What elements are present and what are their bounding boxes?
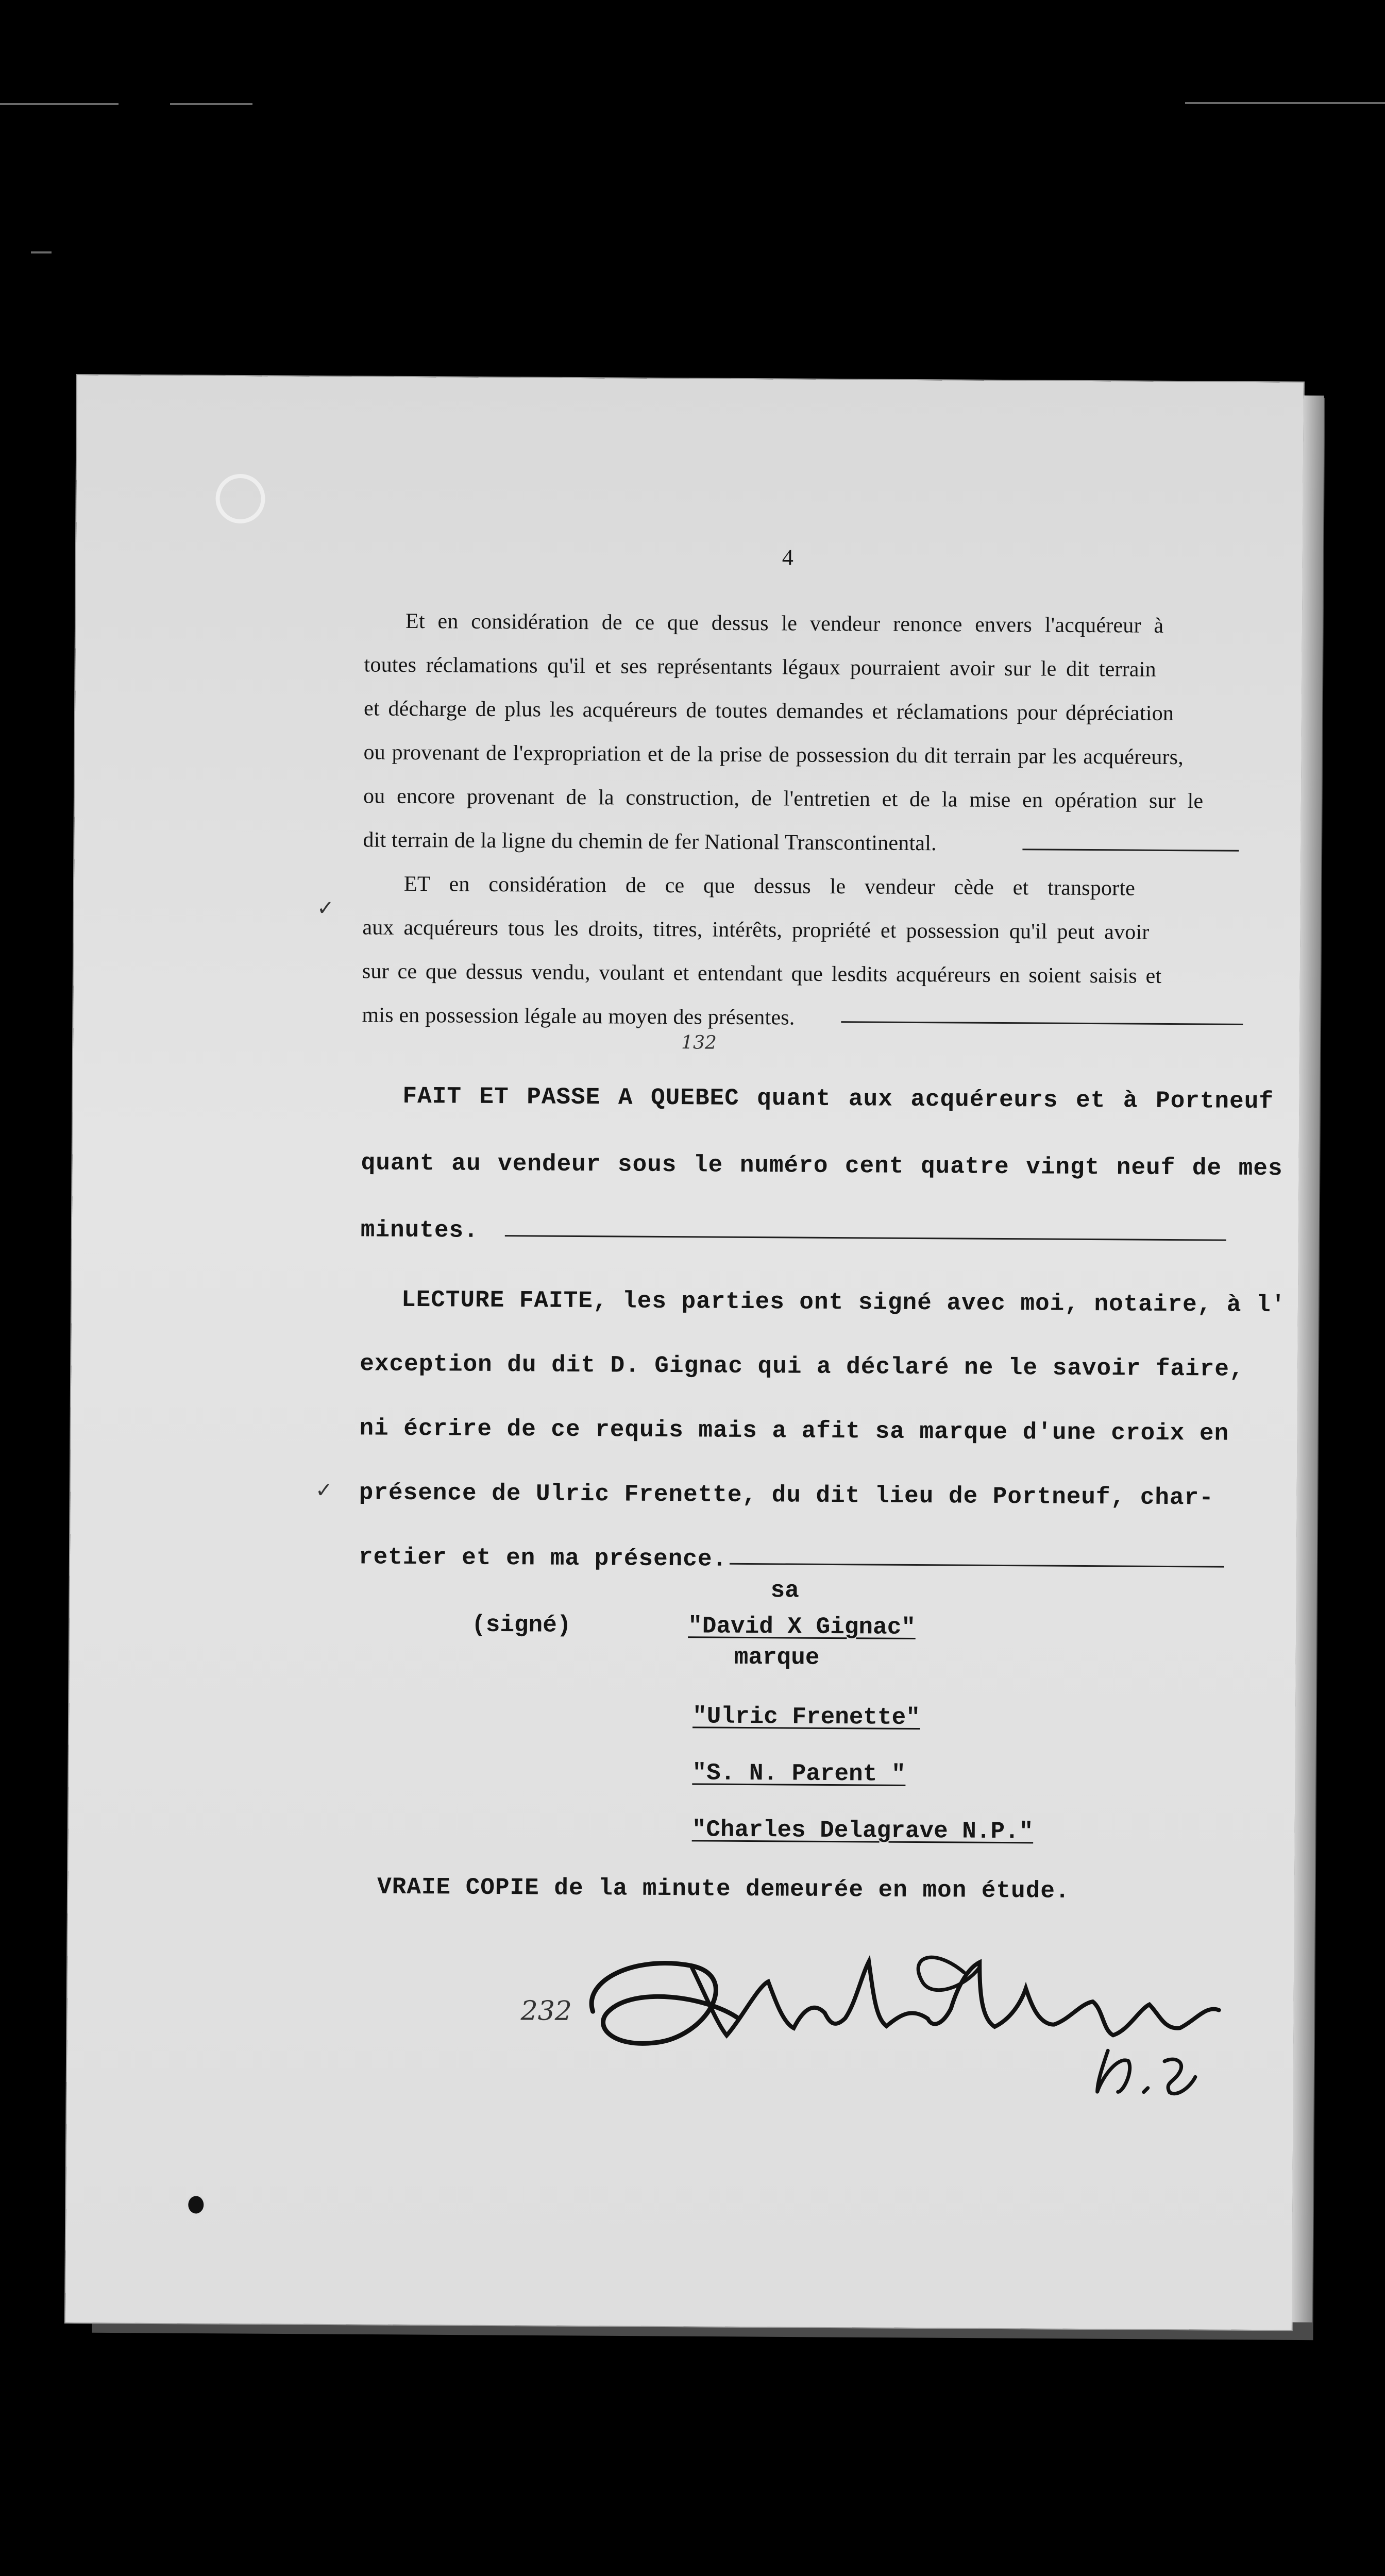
david-gignac-mark: "David X Gignac" (688, 1613, 916, 1641)
para2-line-2: aux acquéreurs tous les droits, titres, intérêts, propriété et possession qu'il peut avoir (362, 916, 1150, 944)
signe-label: (signé) (471, 1611, 571, 1639)
ulric-frenette-signature: "Ulric Frenette" (692, 1703, 920, 1732)
marque-label: marque (734, 1643, 820, 1671)
parent-signature: "S. N. Parent " (692, 1759, 906, 1788)
delagrave-signature: "Charles Delagrave N.P." (691, 1816, 1034, 1845)
para2-line-4: mis en possession légale au moyen des présentes. (362, 1003, 795, 1030)
scan-artifact (1185, 102, 1385, 104)
sa-label: sa (770, 1577, 799, 1604)
para4-line-5: retier et en ma présence. (358, 1544, 728, 1573)
scan-artifact (170, 103, 252, 105)
para4-line-4: présence de Ulric Frenette, du dit lieu de Portneuf, char- (359, 1479, 1214, 1512)
scan-artifact (31, 251, 52, 253)
para3-line-2: quant au vendeur sous le numéro cent quatre vingt neuf de mes (361, 1149, 1283, 1182)
document-page (65, 375, 1304, 2330)
para1-line-6: dit terrain de la ligne du chemin de fer National Transcontinental. (363, 828, 937, 856)
margin-checkmark: ✓ (315, 1479, 333, 1502)
page-number: 4 (782, 545, 794, 570)
para2-line-3: sur ce que dessus vendu, voulant et entendant que lesdits acquéreurs en soient saisis et (362, 959, 1162, 988)
para2-line-1: ET en considération de ce que dessus le vendeur cède et transporte (403, 872, 1136, 901)
para4-line-1: LECTURE FAITE, les parties ont signé avec moi, notaire, à l' (401, 1286, 1286, 1319)
notary-handwritten-signature (571, 1924, 1268, 2113)
handwritten-note-232: 232 (520, 1995, 572, 2027)
para1-line-3: et décharge de plus les acquéreurs de toutes demandes et réclamations pour dépréciation (363, 697, 1174, 726)
margin-checkmark: ✓ (317, 896, 334, 920)
handwritten-note-132: 132 (681, 1032, 717, 1054)
para3-line-3: minutes. (360, 1216, 479, 1244)
para1-line-1: Et en considération de ce que dessus le vendeur renonce envers l'acquéreur à (405, 609, 1164, 638)
punch-hole (185, 2193, 206, 2216)
paper-stain (215, 474, 265, 524)
para3-line-1: FAIT ET PASSE A QUEBEC quant aux acquéreurs et à Portneuf (402, 1082, 1274, 1115)
para4-line-2: exception du dit D. Gignac qui a déclaré ne le savoir faire, (360, 1350, 1244, 1383)
scan-artifact (0, 103, 119, 105)
para1-line-2: toutes réclamations qu'il et ses représentants légaux pourraient avoir sur le dit terrain (364, 653, 1156, 682)
para1-line-4: ou provenant de l'expropriation et de la prise de possession du dit terrain par les acquéreurs, (363, 740, 1184, 770)
para4-line-3: ni écrire de ce requis mais a afit sa marque d'une croix en (359, 1415, 1229, 1447)
para1-line-5: ou encore provenant de la construction, de l'entretien et de la mise en opération sur le (363, 784, 1204, 814)
vraie-copie-line: VRAIE COPIE de la minute demeurée en mon étude. (377, 1873, 1070, 1905)
